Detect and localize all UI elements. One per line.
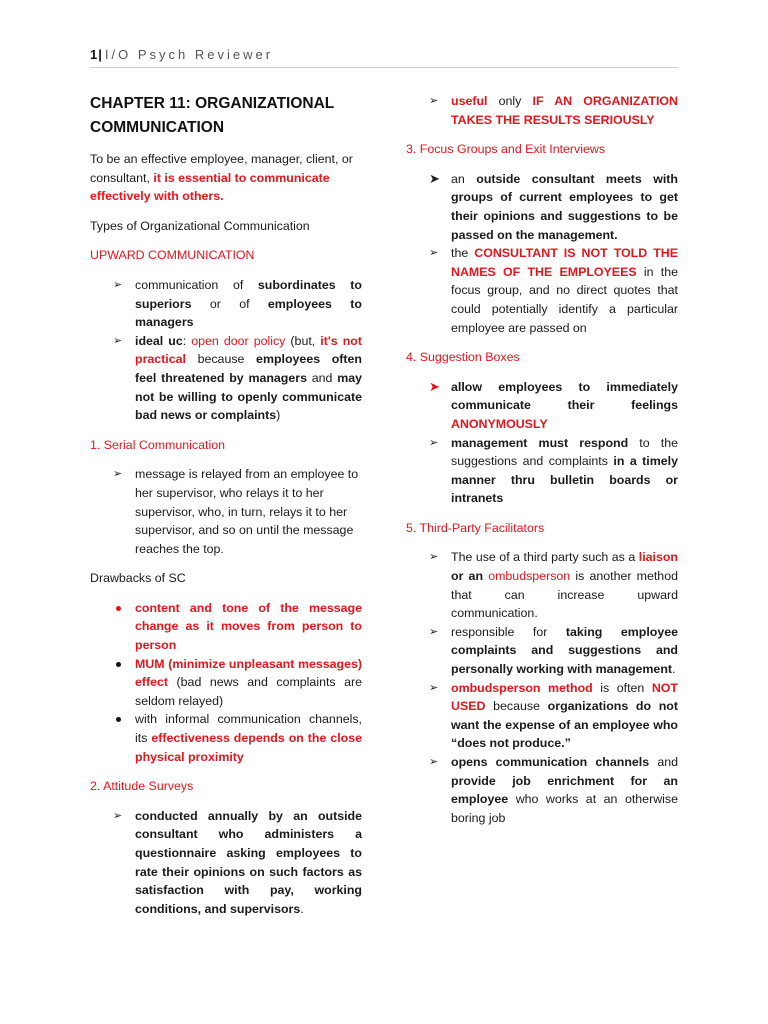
suggestion-heading: 4. Suggestion Boxes <box>406 350 520 365</box>
header-rule <box>90 67 678 68</box>
text: an <box>451 171 477 186</box>
arrow-bullet-icon: ➢ <box>429 551 439 564</box>
red-emphasis: liaison <box>638 550 678 565</box>
arrow-bullet-icon: ➢ <box>429 436 439 449</box>
text: (but, <box>285 333 321 348</box>
emphasis: organizations do not want the expense of an employee who “does not produce.” <box>451 699 678 751</box>
text: who works at an otherwise boring job <box>451 792 678 825</box>
text: ) <box>276 408 281 423</box>
text: message is relayed from an employee to her supervisor, who relays it to her supervisor, who, in turn, relays it to her supervisor, and so on until the message reaches the top. <box>135 467 359 556</box>
red-emphasis: NOT USED <box>451 680 678 714</box>
arrow-bullet-icon: ➢ <box>113 809 123 822</box>
text: and <box>306 370 338 385</box>
red-emphasis: IF AN ORGANIZATION TAKES THE RESULTS SERIOUSLY <box>451 94 678 127</box>
list-item <box>406 92 678 129</box>
emphasis: taking employee complaints and suggestions and personally working with management <box>451 624 678 677</box>
red-text: ombudsperson <box>488 569 571 584</box>
text: . <box>300 901 304 916</box>
red-text: open door policy <box>191 333 286 348</box>
emphasis: provide job enrichment for an employee <box>451 773 678 807</box>
left-column <box>90 92 362 918</box>
red-emphasis: MUM (minimize unpleasant messages) effect <box>135 656 362 690</box>
upward-heading: UPWARD COMMUNICATION <box>90 248 255 263</box>
emphasis: or an <box>451 569 489 584</box>
arrow-bullet-icon: ➢ <box>113 468 123 481</box>
list-item <box>406 753 678 827</box>
text: in the focus group, and no direct quotes that could potentially identify a particular employee are passed on <box>451 264 678 335</box>
list-item <box>406 244 678 337</box>
emphasis: management must respond <box>451 435 629 450</box>
emphasis: opens communication channels <box>451 755 650 769</box>
bullet-dot-icon <box>116 606 121 611</box>
red-emphasis: ANONYMOUSLY <box>451 416 548 431</box>
types-heading: Types of Organizational Communication <box>90 218 310 233</box>
list-item <box>90 655 362 711</box>
text: because <box>185 352 257 367</box>
attitude-list <box>90 807 362 919</box>
suggestion-list <box>406 378 678 508</box>
list-item <box>90 710 362 766</box>
page-number: 1 <box>90 47 98 62</box>
serial-heading: 1. Serial Communication <box>90 437 225 452</box>
emphasis: employees to managers <box>135 296 362 330</box>
arrow-bullet-icon: ➢ <box>429 756 439 768</box>
emphasis: outside consultant meets with groups of current employees to get their opinions and suggestions to be passed on the management. <box>451 171 678 242</box>
serial-list <box>90 465 362 558</box>
upward-list <box>90 276 362 425</box>
emphasis: allow employees to immediately communicate their feelings <box>451 379 678 413</box>
red-emphasis: it's not practical <box>135 333 362 367</box>
text: (bad news and complaints are seldom relayed) <box>135 675 362 708</box>
emphasis: conducted annually by an outside consultant who administers a questionnaire asking employees to rate their opinions on such factors as satisfaction with pay, working conditions, and supervisors <box>135 808 362 916</box>
list-item <box>406 679 678 753</box>
text: . <box>672 662 676 677</box>
text: because <box>485 699 548 714</box>
focus-list <box>406 170 678 337</box>
arrow-bullet-icon: ➢ <box>113 334 123 347</box>
text: with informal communication channels, its <box>135 712 362 746</box>
list-item <box>90 276 362 332</box>
red-emphasis: effectiveness depends on the close physical proximity <box>135 731 362 764</box>
header-title: I/O Psych Reviewer <box>104 47 274 62</box>
list-item <box>90 465 362 558</box>
intro-emphasis: it is essential to communicate effectively with others. <box>90 170 330 204</box>
continued-list <box>406 92 678 129</box>
list-item <box>406 434 678 508</box>
emphasis: in a timely manner thru bulletin boards or intranets <box>451 454 678 506</box>
text: : <box>182 333 192 348</box>
text: responsible for <box>451 624 566 639</box>
chapter-title: CHAPTER 11: ORGANIZATIONAL COMMUNICATION <box>90 95 334 136</box>
text: to the suggestions and complaints <box>451 435 678 469</box>
red-emphasis: ombudsperson method <box>451 680 593 695</box>
text: the <box>451 246 475 261</box>
arrow-bullet-icon: ➢ <box>113 278 123 291</box>
list-item <box>90 332 362 425</box>
arrow-bullet-icon: ➢ <box>429 681 439 694</box>
right-column <box>406 92 678 827</box>
intro-paragraph <box>90 150 362 206</box>
list-item <box>90 599 362 655</box>
text: is another method that can increase upward communication. <box>451 569 678 621</box>
header-separator: | <box>98 47 102 62</box>
list-item <box>406 548 678 622</box>
text: and <box>649 755 678 769</box>
list-item <box>90 807 362 919</box>
attitude-heading: 2. Attitude Surveys <box>90 779 194 794</box>
arrow-bullet-icon: ➢ <box>429 95 439 107</box>
bullet-dot-icon <box>116 717 121 722</box>
arrow-bullet-icon: ➢ <box>429 247 439 260</box>
list-item <box>406 170 678 244</box>
emphasis: subordinates to superiors <box>135 277 362 311</box>
text: The use of a third party such as a <box>451 550 639 565</box>
red-emphasis: content and tone of the message change as it moves from person to person <box>135 600 362 653</box>
bullet-dot-icon <box>116 662 121 667</box>
third-party-list <box>406 548 678 827</box>
red-emphasis: useful <box>451 94 488 108</box>
text: only <box>487 94 533 108</box>
intro-text: To be an effective employee, manager, client, or consultant, <box>90 152 353 185</box>
red-emphasis: CONSULTANT IS NOT TOLD THE NAMES OF THE EMPLOYEES <box>451 246 678 279</box>
page-header <box>90 47 678 62</box>
drawbacks-heading: Drawbacks of SC <box>90 571 186 586</box>
emphasis: may not be willing to openly communicate bad news or complaints <box>135 370 362 423</box>
emphasis: employees often feel threatened by managers <box>135 352 362 385</box>
arrow-bullet-icon: ➤ <box>429 170 440 186</box>
text: or of <box>191 296 268 311</box>
text: is often <box>592 680 652 695</box>
list-item <box>406 378 678 434</box>
focus-heading: 3. Focus Groups and Exit Interviews <box>406 142 606 157</box>
text: communication of <box>135 277 258 292</box>
arrow-bullet-icon: ➤ <box>429 378 440 394</box>
arrow-bullet-icon: ➢ <box>429 625 439 638</box>
emphasis: ideal uc <box>135 333 183 348</box>
third-party-heading: 5. Third-Party Facilitators <box>406 520 545 535</box>
list-item <box>406 623 678 679</box>
drawbacks-list <box>90 599 362 766</box>
